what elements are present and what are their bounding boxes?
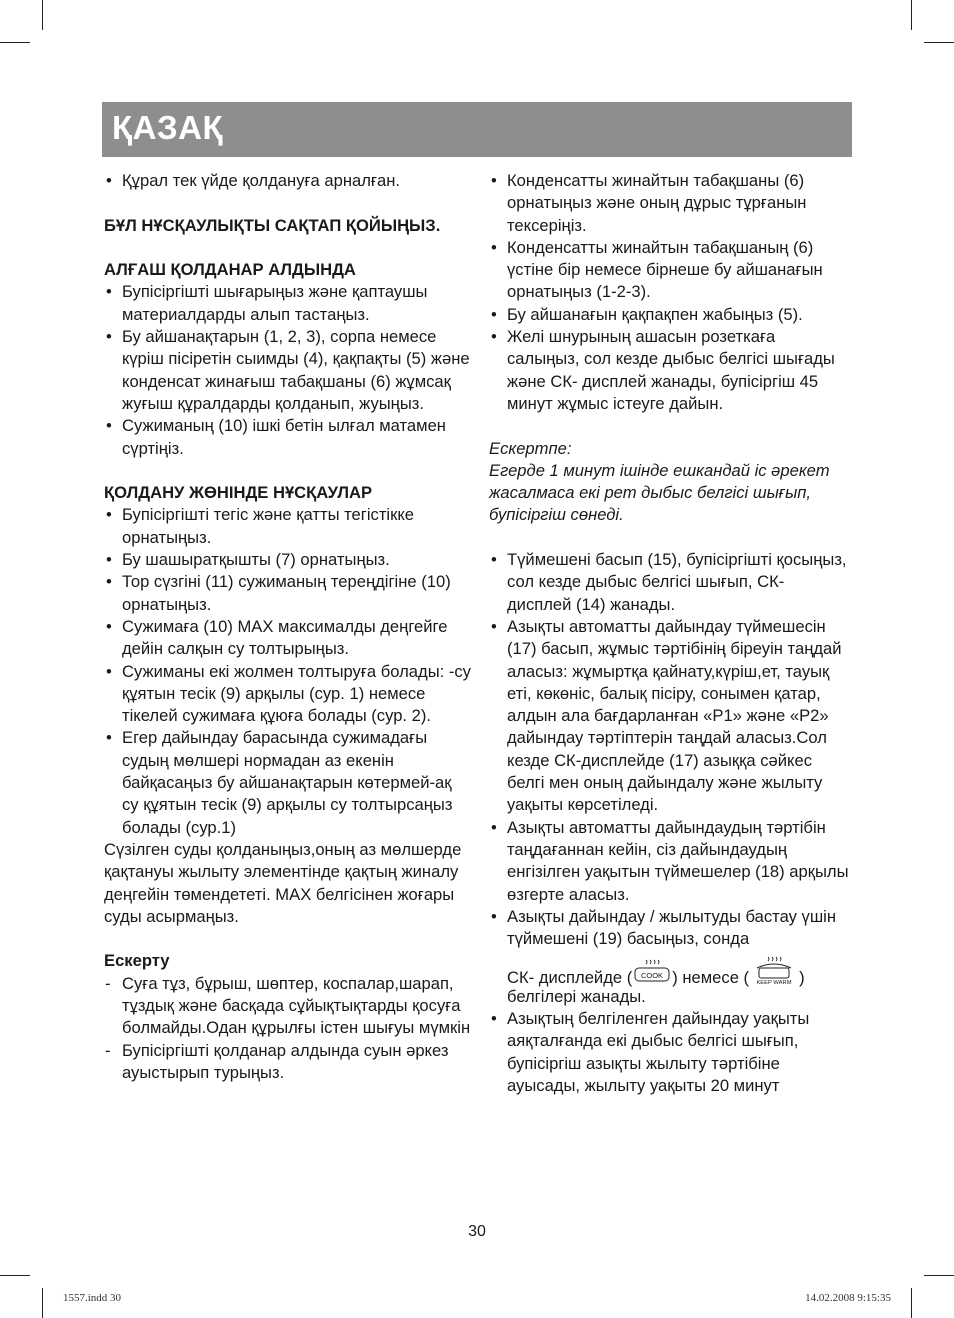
list-item: • Азықты автоматты дайындаудың тәртібін таңдағаннан кейін, сіз дайындаудың енгізілген уақытын түймешелер (18) арқылы өзгерте аласыз. — [489, 817, 851, 906]
list-item: • Сужиманы екі жолмен толтыруға болады: -су құятын тесік (9) арқылы (сур. 1) немесе тікелей сужимаға құюға болады (сур. 2). — [104, 661, 472, 728]
crop-mark — [911, 1288, 912, 1318]
cook-icon-label: COOK — [641, 971, 664, 981]
intro-list — [104, 170, 472, 192]
operation-list — [489, 549, 851, 1097]
note-title: Ескертпе: — [489, 438, 572, 458]
heading-warning: Ескерту — [104, 951, 170, 971]
heading-keep-manual: БҰЛ НҰСҚАУЛЫҚТЫ САҚТАП ҚОЙЫҢЫЗ. — [104, 215, 441, 235]
heading-usage-instructions: ҚОЛДАНУ ЖӨНІНДЕ НҰСҚАУЛАР — [104, 483, 373, 503]
list-item: • Түймешені басып (15), бупісіргішті қосыңыз, сол кезде дыбыс белгісі шығып, СК- дисплей (14) жанады. — [489, 549, 851, 616]
list-item: • Бу айшанақтарын (1, 2, 3), сорпа немесе күріш пісіретін сыимды (4), қақпақты (5) және конденсат жинағыш табақшаны (6) жұмсақ жуғыш құралдарды қолданып, жуыңыз. — [104, 326, 472, 415]
crop-mark — [911, 0, 912, 30]
footer-file-name: 1557.indd 30 — [63, 1292, 122, 1304]
language-title: ҚАЗАҚ — [112, 109, 224, 146]
list-item: • Сужиманың (10) ішкі бетін ылғал матамен сүртіңіз. — [104, 415, 472, 460]
cook-pot-icon — [632, 956, 672, 986]
list-item-start-cooking — [489, 906, 851, 1008]
crop-mark — [42, 0, 43, 30]
list-item: • Бупісіргішті шығарыңыз және қаптаушы материалдарды алып тастаңыз. — [104, 281, 472, 326]
list-item: - Суға тұз, бұрыш, шөптер, коспалар,шарап, тұздық және басқада сұйықтықтарды қосуға болмайды.Одан құрылғы істен шығуы мүмкін — [104, 973, 472, 1040]
start-item-suffix: ) — [799, 968, 805, 988]
list-item: • Сужимаға (10) MAX максималды деңгейге дейін салқын су толтырыңыз. — [104, 616, 472, 661]
list-item: • Азықтың белгіленген дайындау уақыты аяқталғанда екі дыбыс белгісі шығып, бупісіргіш азықты жылыту тәртібіне ауысады, жылыту уақыты 20 минут — [489, 1008, 851, 1097]
crop-mark — [42, 1288, 43, 1318]
list-item: • Конденсатты жинайтын табақшаны (6) орнатыңыз және оның дұрыс тұрғанын тексеріңіз. — [489, 170, 851, 237]
page-number: 30 — [468, 1223, 486, 1240]
list-item: • Құрал тек үйде қолдануға арналған. — [104, 170, 472, 192]
start-item-end: белгілері жанады. — [507, 986, 646, 1006]
start-item-text: Азықты дайындау / жылытуды бастау үшін түймешені (19) басыңыз, сонда — [507, 906, 836, 949]
footer-timestamp: 14.02.2008 9:15:35 — [805, 1292, 891, 1304]
crop-mark — [0, 42, 30, 43]
list-item: • Азықты автоматты дайындау түймешесін (17) басып, жұмыс тәртібінің біреуін таңдай аласыз: жұмыртқа қайнату,күріш,ет, тауық еті, көкөніс, балық пісіру, сонымен қатар, алдын ала бағдарланған «Р1» және «Р2» дайындау тәртіптерін таңдай аласыз.Сол кезде СК-дисплейде (17) азыққа сәйкес белгі мен оның дайындалу және жылыту уақыты көрсетіледі. — [489, 616, 851, 817]
list-item: - Бупісіргішті қолданар алдында суын әркез ауыстырып турыңыз. — [104, 1040, 472, 1085]
right-column — [489, 170, 851, 1097]
list-item: • Бупісіргішті тегіс және қатты тегістікке орнатыңыз. — [104, 504, 472, 549]
start-item-mid: ) немесе ( — [672, 968, 750, 988]
keep-warm-icon-label: KEEP WARM — [756, 980, 792, 987]
left-column — [104, 170, 472, 1084]
section-header-banner — [102, 102, 852, 157]
usage-list — [104, 504, 472, 838]
list-item: • Егер дайындау барасында сужимадағы судың мөлшері нормадан аз екенін байқасаңыз бу айшанақтарын көтермей-ақ су құятын тесік (9) арқылы су толтырсаңыз болады (сур.1) — [104, 727, 472, 838]
list-item: • Конденсатты жинайтын табақшаның (6) үстіне бір немесе бірнеше бу айшанағын орнатыңыз (1-2-3). — [489, 237, 851, 304]
start-item-display-line — [507, 968, 805, 987]
assembly-list — [489, 170, 851, 415]
heading-before-first-use: АЛҒАШ ҚОЛДАНАР АЛДЫНДА — [104, 260, 356, 280]
crop-mark — [924, 1275, 954, 1276]
filtered-water-paragraph: Сүзілген суды қолданыңыз,оның аз мөлшерде қақтануы жылыту элементінде қақтың жиналу деңгейін төмендететі. MAX белгісінен жоғары суды асырмаңыз. — [104, 839, 462, 926]
crop-mark — [924, 42, 954, 43]
note-text: Егерде 1 минут ішінде ешкандай іс әрекет жасалмаса екі рет дыбыс белгісі шығып, бупісіргіш сөнеді. — [489, 460, 830, 525]
list-item: • Тор сүзгіні (11) сужиманың тереңдігіне (10) орнатыңыз. — [104, 571, 472, 616]
crop-mark — [0, 1275, 30, 1276]
before-use-list — [104, 281, 472, 459]
keep-warm-icon — [749, 954, 799, 986]
start-item-prefix: СК- дисплейде ( — [507, 968, 633, 988]
list-item: • Бу шашыратқышты (7) орнатыңыз. — [104, 549, 472, 571]
list-item: • Желі шнурының ашасын розеткаға салыңыз, сол кезде дыбыс белгісі шығады және СК- дисплей жанады, бупісіргіш 45 минут жұмыс істеуге дайын. — [489, 326, 851, 415]
list-item: • Бу айшанағын қақпақпен жабыңыз (5). — [489, 304, 851, 326]
warning-list — [104, 973, 472, 1084]
